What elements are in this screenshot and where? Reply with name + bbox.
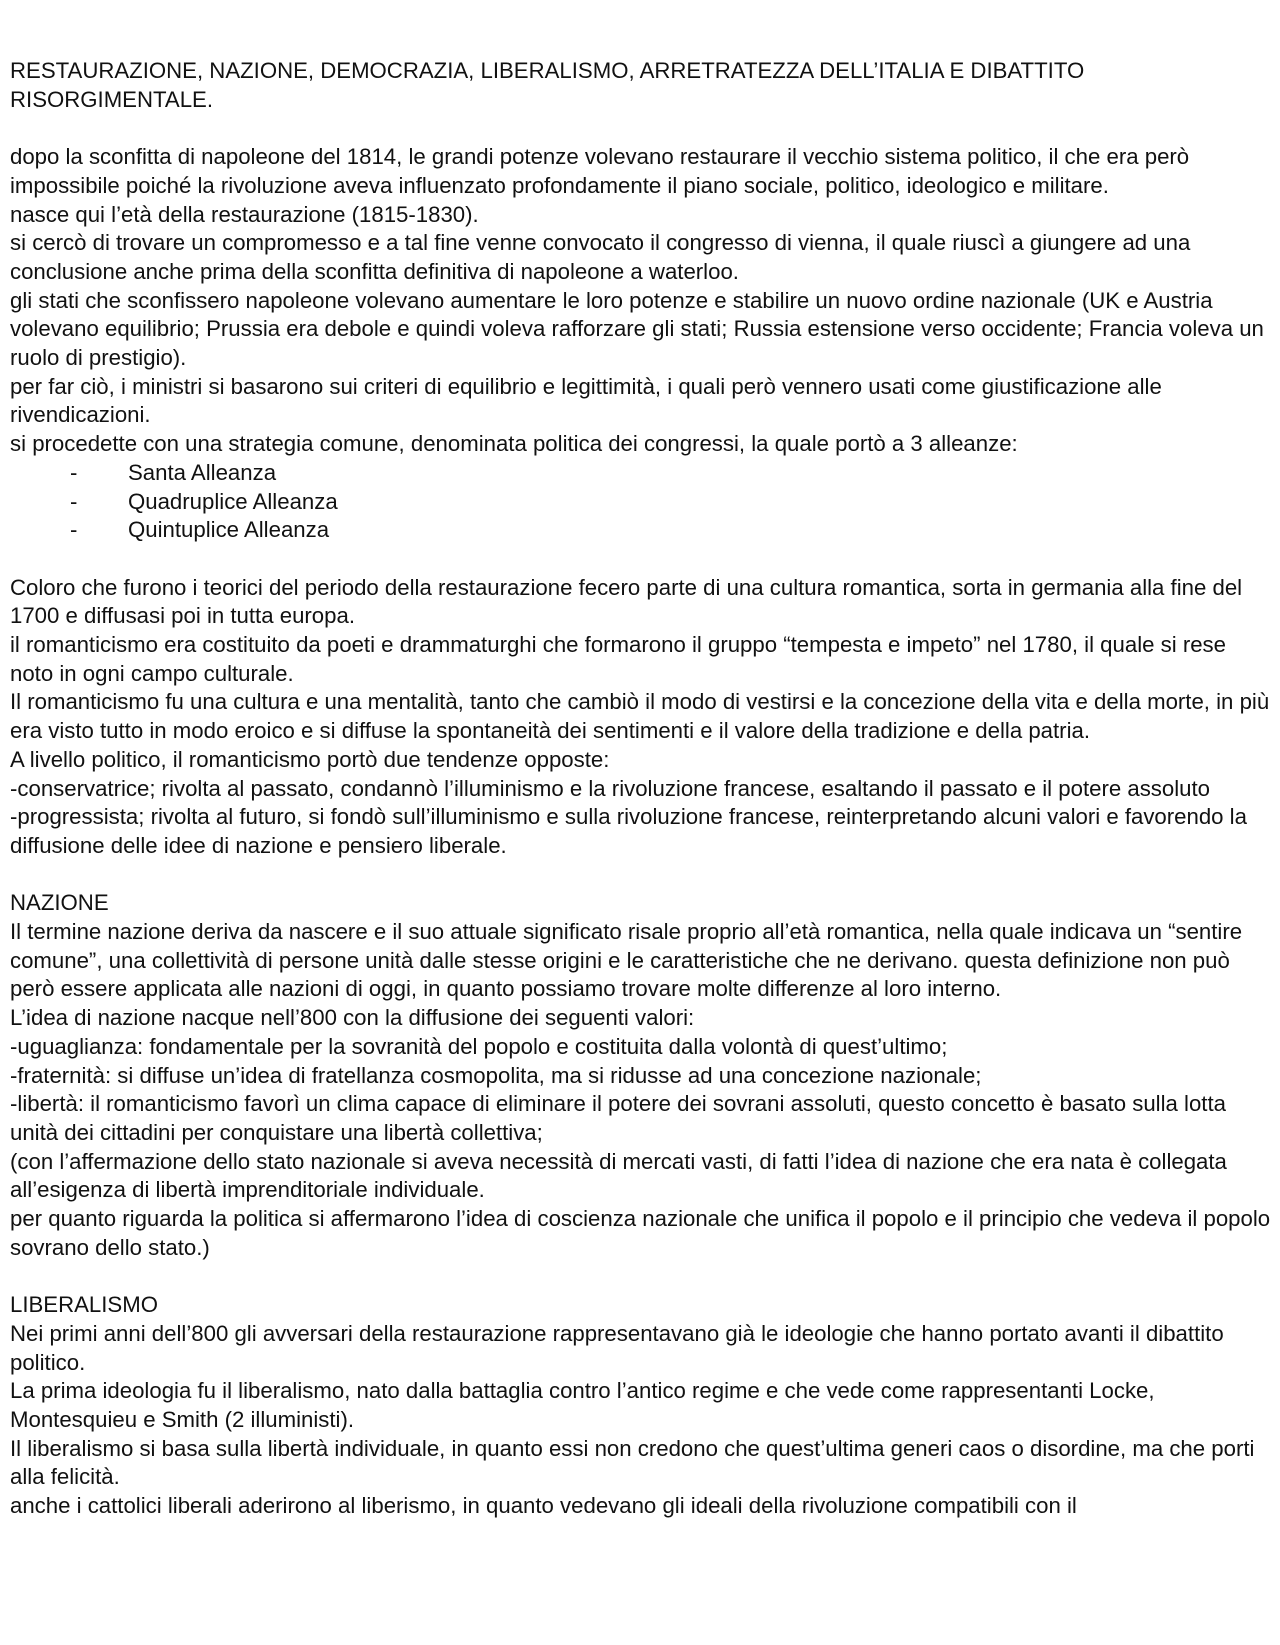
paragraph-criteri: per far ciò, i ministri si basarono sui criteri di equilibrio e legittimità, i quali però vennero usati come giustificazione alle rivendicazioni. — [10, 373, 1162, 428]
document-page — [10, 57, 1272, 1521]
alliance-label: Quintuplice Alleanza — [128, 517, 330, 543]
paragraph-gap — [10, 545, 1272, 574]
paragraph-coscienza-nazionale: per quanto riguarda la politica si affermarono l’idea di coscienza nazionale che unifica il popolo e il principio che vedeva il popolo sovrano dello stato.) — [10, 1206, 1271, 1260]
paragraph-fraternita: -fraternità: si diffuse un’idea di fratellanza cosmopolita, ma si ridusse ad una concezione nazionale; — [10, 1062, 982, 1088]
paragraph-stati-vincitori: gli stati che sconfissero napoleone volevano aumentare le loro potenze e stabilire un nuovo ordine nazionale (UK e Austria volevano equilibrio; Prussia era debole e quindi voleva rafforzare gli stati; Russia estensione verso occidente; Francia voleva un ruolo di prestigio). — [10, 287, 1264, 371]
section-heading-liberalismo: LIBERALISMO — [10, 1292, 158, 1318]
paragraph-restaurazione-intro: dopo la sconfitta di napoleone del 1814, le grandi potenze volevano restaurare il vecchio sistema politico, il che era però impossibile poiché la rivoluzione aveva influenzato profondamente il piano sociale, politico, ideologico e militare. — [10, 144, 1190, 198]
paragraph-stato-nazionale: (con l’affermazione dello stato nazionale si aveva necessità di mercati vasti, di fatti l’idea di nazione che era nata è collegata all’esigenza di libertà imprenditoriale individuale. — [10, 1148, 1227, 1203]
alliance-label: Santa Alleanza — [128, 459, 277, 485]
bullet-dash: - — [70, 517, 78, 543]
paragraph-mentalita: Il romanticismo fu una cultura e una mentalità, tanto che cambiò il modo di vestirsi e la concezione della vita e della morte, in più era visto tutto in modo eroico e si diffuse la spontaneità dei sentimenti e il valore della tradizione e della patria. — [10, 689, 1270, 744]
bullet-dash: - — [70, 488, 78, 514]
paragraph-idea-nazione: L’idea di nazione nacque nell’800 con la diffusione dei seguenti valori: — [10, 1005, 695, 1031]
paragraph-progressista: -progressista; rivolta al futuro, si fondò sull’illuminismo e sulla rivoluzione francese, reinterpretando alcuni valori e favorendo la diffusione delle idee di nazione e pensiero liberale. — [10, 804, 1247, 858]
alliances-list — [10, 459, 1272, 545]
paragraph-conservatrice: -conservatrice; rivolta al passato, condannò l’illuminismo e la rivoluzione francese, esaltando il passato e il potere assoluto — [10, 775, 1210, 801]
list-item — [10, 516, 1272, 545]
paragraph-liberta-individuale: Il liberalismo si basa sulla libertà individuale, in quanto essi non credono che quest’ultima generi caos o disordine, ma che porti alla felicità. — [10, 1435, 1255, 1490]
paragraph-politica-congressi: si procedette con una strategia comune, denominata politica dei congressi, la quale portò a 3 alleanze: — [10, 431, 1018, 457]
paragraph-tendenze: A livello politico, il romanticismo portò due tendenze opposte: — [10, 746, 610, 772]
paragraph-gap — [10, 1262, 1272, 1291]
bullet-dash: - — [70, 459, 78, 485]
paragraph-liberta: -libertà: il romanticismo favorì un clima capace di eliminare il potere dei sovrani assoluti, questo concetto è basato sulla lotta unità dei cittadini per conquistare una libertà collettiva; — [10, 1091, 1226, 1145]
section-heading-nazione: NAZIONE — [10, 890, 109, 916]
list-item — [10, 459, 1272, 488]
paragraph-congresso-vienna: si cercò di trovare un compromesso e a tal fine venne convocato il congresso di vienna, il quale riuscì a giungere ad una conclusione anche prima della sconfitta definitiva di napoleone a waterloo. — [10, 230, 1191, 284]
paragraph-tempesta-impeto: il romanticismo era costituito da poeti e drammaturghi che formarono il gruppo “tempesta e impeto” nel 1780, il quale si rese noto in ogni campo culturale. — [10, 632, 1226, 686]
paragraph-eta-restaurazione: nasce qui l’età della restaurazione (1815-1830). — [10, 201, 479, 227]
paragraph-avversari: Nei primi anni dell’800 gli avversari della restaurazione rappresentavano già le ideologie che hanno portato avanti il dibattito politico. — [10, 1320, 1224, 1375]
paragraph-cattolici-liberali: anche i cattolici liberali aderirono al liberismo, in quanto vedevano gli ideali della rivoluzione compatibili con il — [10, 1493, 1077, 1519]
paragraph-gap — [10, 861, 1272, 890]
alliance-label: Quadruplice Alleanza — [128, 488, 338, 514]
paragraph-prima-ideologia: La prima ideologia fu il liberalismo, nato dalla battaglia contro l’antico regime e che vede come rappresentanti Locke, Montesquieu e Smith (2 illuministi). — [10, 1378, 1155, 1432]
paragraph-uguaglianza: -uguaglianza: fondamentale per la sovranità del popolo e costituita dalla volontà di quest’ultimo; — [10, 1033, 948, 1059]
paragraph-gap — [10, 114, 1272, 143]
paragraph-termine-nazione: Il termine nazione deriva da nascere e il suo attuale significato risale proprio all’età romantica, nella quale indicava un “sentire comune”, una collettività di persone unità dalle stesse origini e le caratteristiche che ne derivano. questa definizione non può però essere applicata alle nazioni di oggi, in quanto possiamo trovare molte differenze al loro interno. — [10, 919, 1243, 1002]
document-title: RESTAURAZIONE, NAZIONE, DEMOCRAZIA, LIBERALISMO, ARRETRATEZZA DELL’ITALIA E DIBATTITO RISORGIMENTALE. — [10, 58, 1085, 112]
list-item — [10, 488, 1272, 517]
paragraph-cultura-romantica: Coloro che furono i teorici del periodo della restaurazione fecero parte di una cultura romantica, sorta in germania alla fine del 1700 e diffusasi poi in tutta europa. — [10, 574, 1243, 629]
